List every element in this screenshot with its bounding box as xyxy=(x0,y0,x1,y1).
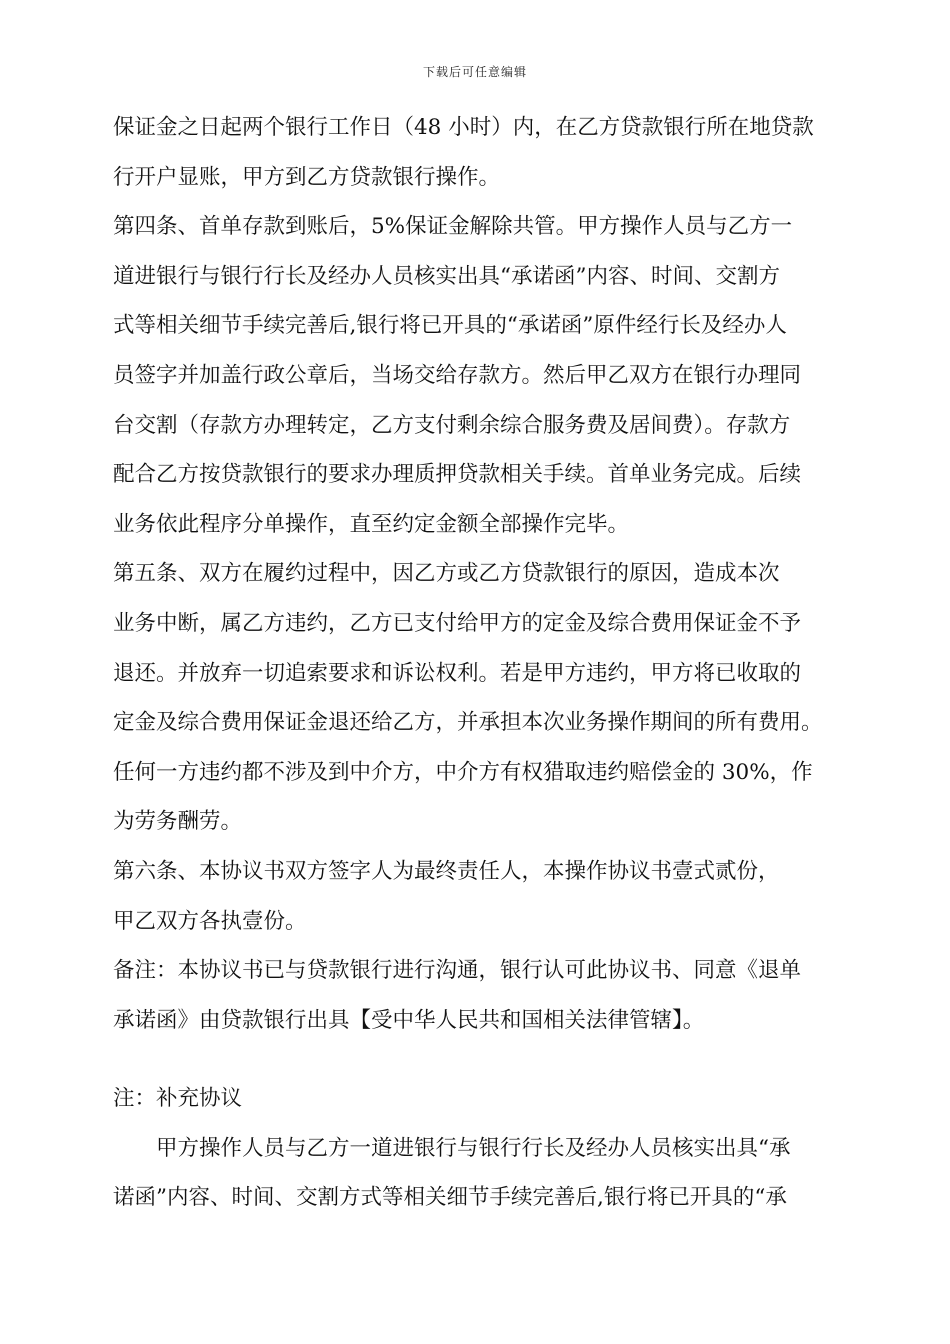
article-5-line: 退还。并放弃一切追索要求和诉讼权利。若是甲方违约，甲方将已收取的 xyxy=(113,660,802,686)
article-5-line: 业务中断，属乙方违约，乙方已支付给甲方的定金及综合费用保证金不予 xyxy=(113,610,802,636)
article-5-line: 定金及综合费用保证金退还给乙方，并承担本次业务操作期间的所有费用。 xyxy=(113,710,823,736)
article-6-line: 甲乙双方各执壹份。 xyxy=(113,908,307,934)
supplement-heading: 注：补充协议 xyxy=(113,1086,243,1112)
article-4-line: 第四条、首单存款到账后，5%保证金解除共管。甲方操作人员与乙方一 xyxy=(113,214,793,240)
article-6-line: 第六条、本协议书双方签字人为最终责任人，本操作协议书壹式贰份， xyxy=(113,858,780,884)
section-gap xyxy=(113,1045,853,1074)
article-4-line: 式等相关细节手续完善后,银行将已开具的“承诺函”原件经行长及经办人 xyxy=(113,313,787,339)
article-5-line: 第五条、双方在履约过程中，因乙方或乙方贷款银行的原因，造成本次 xyxy=(113,561,780,587)
page-header: 下载后可任意编辑 xyxy=(422,65,527,79)
article-4-line: 业务依此程序分单操作，直至约定金额全部操作完毕。 xyxy=(113,511,630,537)
body-line: 保证金之日起两个银行工作日（48 小时）内，在乙方贷款银行所在地贷款 xyxy=(113,115,814,140)
body-line: 行开户显账，甲方到乙方贷款银行操作。 xyxy=(113,164,501,190)
supplement-line: 甲方操作人员与乙方一道进银行与银行行长及经办人员核实出具“承 xyxy=(113,1135,791,1161)
article-4-line: 配合乙方按贷款银行的要求办理质押贷款相关手续。首单业务完成。后续 xyxy=(113,462,802,488)
supplement-line: 诺函”内容、时间、交割方式等相关细节手续完善后,银行将已开具的“承 xyxy=(113,1185,787,1211)
remark-line: 承诺函》由贷款银行出具【受中华人民共和国相关法律管辖】。 xyxy=(113,1007,705,1033)
article-5-line: 任何一方违约都不涉及到中介方，中介方有权猎取违约赔偿金的 30%，作 xyxy=(113,759,813,785)
article-4-line: 员签字并加盖行政公章后，当场交给存款方。然后甲乙双方在银行办理同 xyxy=(113,362,802,388)
article-5-line: 为劳务酬劳。 xyxy=(113,809,243,835)
article-4-line: 台交割（存款方办理转定，乙方支付剩余综合服务费及居间费）。存款方 xyxy=(113,412,791,438)
remark-line: 备注：本协议书已与贷款银行进行沟通，银行认可此协议书、同意《退单 xyxy=(113,958,802,984)
document-body xyxy=(113,103,853,1223)
article-4-line: 道进银行与银行行长及经办人员核实出具“承诺函”内容、时间、交割方 xyxy=(113,263,780,289)
